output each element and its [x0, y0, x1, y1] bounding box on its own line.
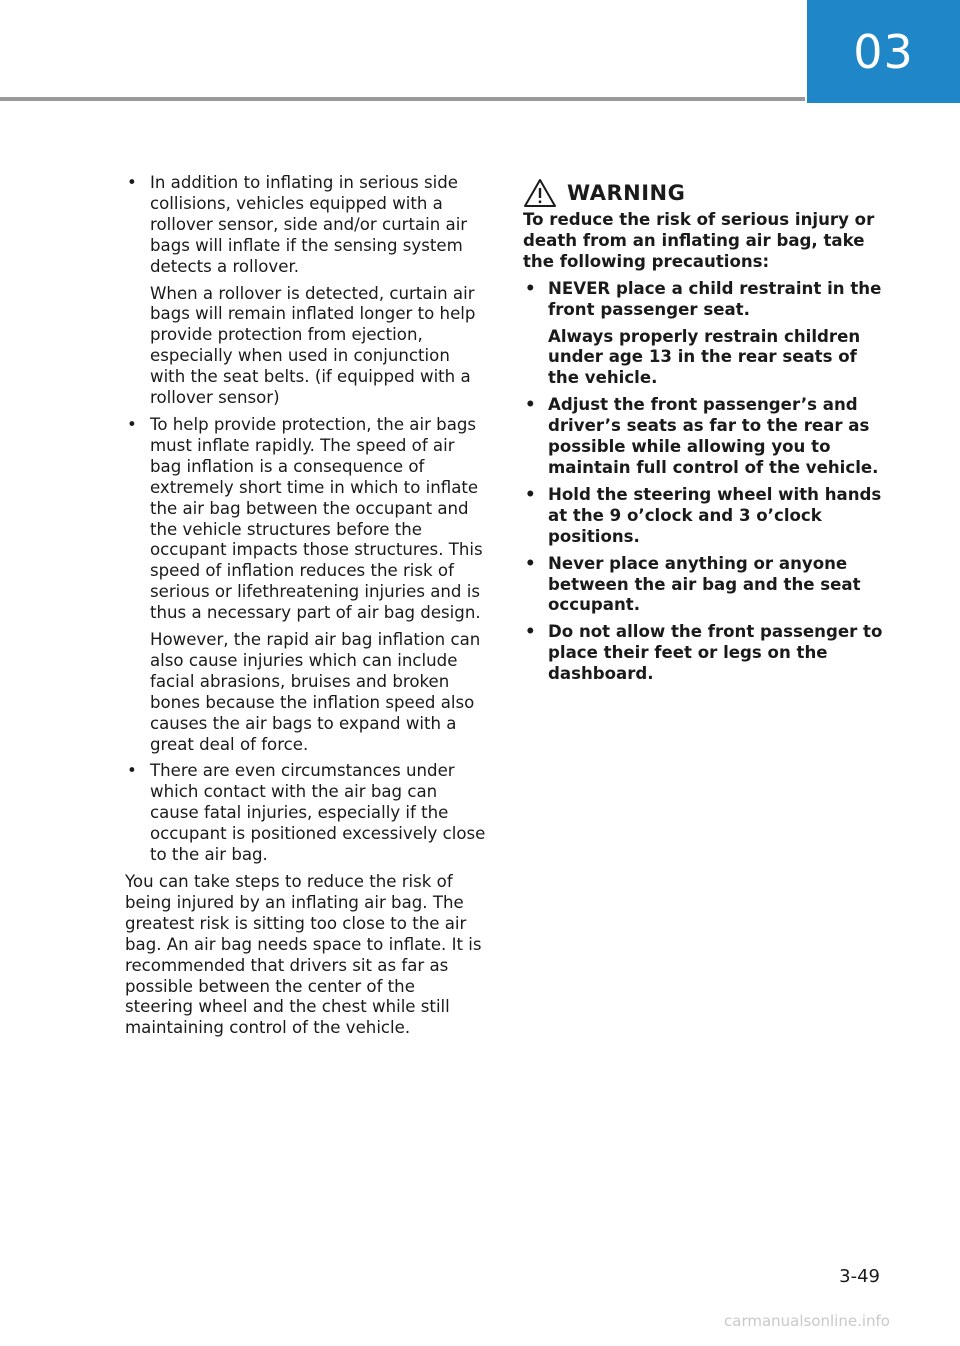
page-number: 3-49	[839, 1266, 880, 1287]
left-column	[125, 173, 487, 1039]
bullet-text: • There are even circumstances under which contact with the air bag can cause fatal injuries, especially if the occupant is positioned excessively close to the air bag.	[150, 761, 486, 865]
list-item	[523, 622, 885, 685]
list-item	[523, 279, 885, 390]
warning-item-subparagraph: Always properly restrain children under age 13 in the rear seats of the vehicle.	[548, 326, 861, 388]
list-item	[523, 395, 885, 479]
list-item	[523, 485, 885, 548]
list-item	[125, 173, 487, 409]
warning-header	[523, 176, 885, 210]
warning-item-text: • NEVER place a child restraint in the front passenger seat.	[548, 278, 882, 319]
bullet-text: • To help provide protection, the air bags must inflate rapidly. The speed of air bag inflation is a consequence of extremely short time in which to inflate the air bag between the occupant and the vehicle structures before the occupant impacts those structures. This speed of inflation reduces the risk of serious or lifethreatening injuries and is thus a necessary part of air bag design.	[150, 414, 483, 623]
warning-item-text: • Hold the steering wheel with hands at the 9 o’clock and 3 o’clock positions.	[548, 484, 882, 546]
warning-triangle-icon	[523, 178, 557, 208]
warning-title: WARNING	[567, 180, 686, 205]
body-paragraph: You can take steps to reduce the risk of being injured by an inflating air bag. The greatest risk is sitting too close to the air bag. An air bag needs space to inflate. It is recommended that drivers sit as far as possible between the center of the steering wheel and the chest while still maintaining control of the vehicle.	[125, 872, 482, 1038]
watermark: carmanualsonline.info	[724, 1312, 890, 1330]
warning-item-text: • Never place anything or anyone between the air bag and the seat occupant.	[548, 553, 861, 615]
left-bullet-list	[125, 173, 487, 866]
list-item	[125, 761, 487, 866]
list-item	[523, 554, 885, 617]
chapter-number: 03	[853, 24, 914, 79]
header-rule	[0, 97, 805, 101]
warning-item-text: • Adjust the front passenger’s and driver’s seats as far to the rear as possible while allowing you to maintain full control of the vehicle.	[548, 395, 879, 477]
bullet-text: • In addition to inflating in serious side collisions, vehicles equipped with a rollover sensor, side and/or curtain air bags will inflate if the sensing system detects a rollover.	[150, 173, 468, 276]
chapter-tab	[807, 0, 960, 103]
bullet-subparagraph: However, the rapid air bag inflation can also cause injuries which can include facial abrasions, bruises and broken bones because the inflation speed also causes the air bags to expand with a great deal of force.	[150, 630, 481, 754]
warning-list	[523, 279, 885, 685]
warning-box	[523, 176, 885, 691]
bullet-subparagraph: When a rollover is detected, curtain air bags will remain inflated longer to help provide protection from ejection, especially when used in conjunction with the seat belts. (if equipped with a rollover sensor)	[150, 283, 476, 408]
list-item	[125, 415, 487, 756]
warning-item-text: • Do not allow the front passenger to place their feet or legs on the dashboard.	[548, 622, 883, 684]
warning-intro: To reduce the risk of serious injury or death from an inflating air bag, take the following precautions:	[523, 210, 875, 271]
